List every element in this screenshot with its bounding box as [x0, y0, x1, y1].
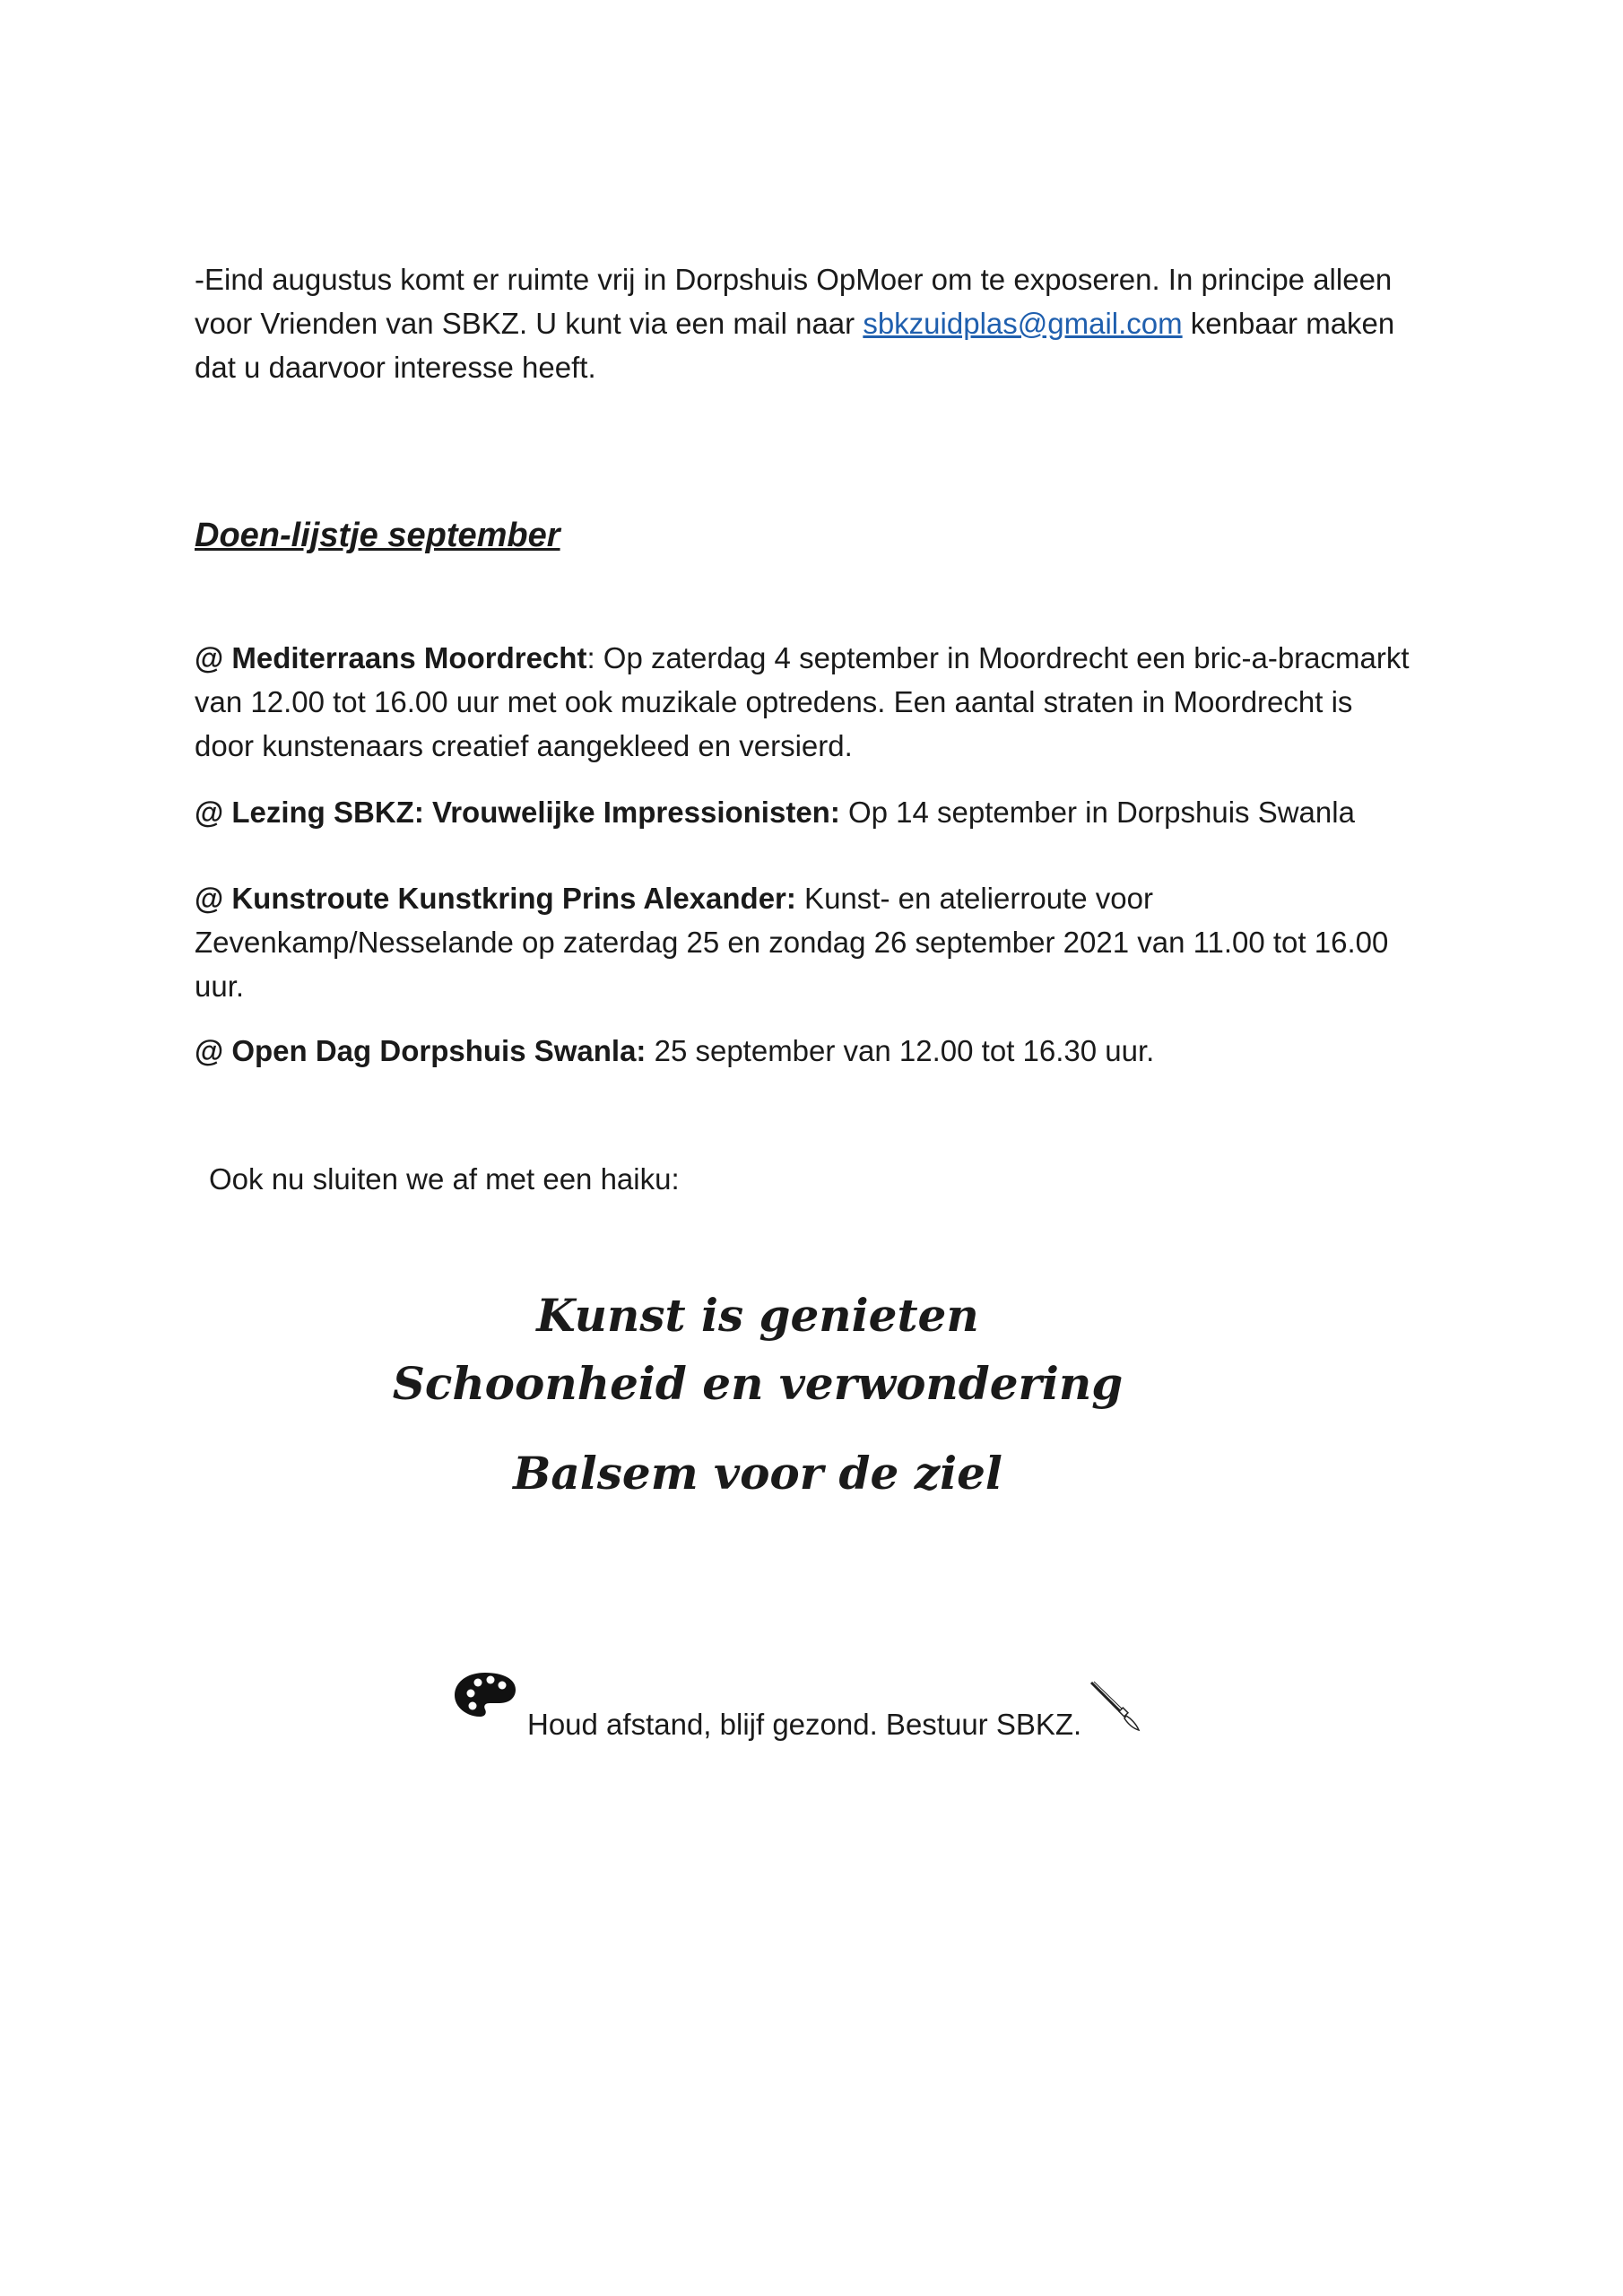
haiku-line-3: Balsem voor de ziel	[513, 1447, 1002, 1500]
footer-text: Houd afstand, blijf gezond. Bestuur SBKZ.	[527, 1708, 1082, 1741]
event-item-kunstroute	[195, 876, 1450, 1008]
event-title: @ Open Dag Dorpshuis Swanla:	[195, 1034, 647, 1067]
intro-line-3: dat u daarvoor interesse heeft.	[195, 351, 596, 384]
haiku-line-1: Kunst is genieten	[536, 1289, 979, 1342]
intro-paragraph	[195, 257, 1450, 389]
intro-line-2-after: kenbaar maken	[1182, 307, 1395, 340]
event-line-3: uur.	[195, 970, 245, 1003]
event-line-1: 25 september van 12.00 tot 16.30 uur.	[646, 1034, 1155, 1067]
intro-line-2-before: voor Vrienden van SBKZ. U kunt via een mail naar	[195, 307, 864, 340]
event-line-2: Zevenkamp/Nesselande op zaterdag 25 en zondag 26 september 2021 van 11.00 tot 16.00	[195, 926, 1389, 959]
haiku-line-2: Schoonheid en verwondering	[392, 1357, 1124, 1410]
event-line-2: van 12.00 tot 16.00 uur met ook muzikale optredens. Een aantal straten in Moordrecht is	[195, 685, 1353, 718]
event-line-3: door kunstenaars creatief aangekleed en versierd.	[195, 729, 853, 762]
event-line-1: : Op zaterdag 4 september in Moordrecht een bric-a-bracmarkt	[586, 641, 1410, 674]
section-heading: Doen-lijstje september	[195, 517, 560, 554]
event-item-moordrecht	[195, 636, 1450, 768]
event-item-lezing	[195, 790, 1450, 834]
event-line-1: Op 14 september in Dorpshuis Swanla	[839, 796, 1355, 829]
haiku-intro: Ook nu sluiten we af met een haiku:	[209, 1162, 680, 1196]
paintbrush-icon	[1088, 1679, 1141, 1733]
email-link[interactable]: sbkzuidplas@gmail.com	[863, 307, 1183, 340]
palette-icon	[453, 1670, 517, 1720]
event-title: @ Lezing SBKZ: Vrouwelijke Impressionisten:	[195, 796, 840, 829]
event-line-1: Kunst- en atelierroute voor	[795, 882, 1153, 915]
event-title: @ Kunstroute Kunstkring Prins Alexander:	[195, 882, 796, 915]
intro-line-1: -Eind augustus komt er ruimte vrij in Dorpshuis OpMoer om te exposeren. In principe alleen	[195, 263, 1393, 296]
event-title: @ Mediterraans Moordrecht	[195, 641, 587, 674]
event-item-open-dag	[195, 1029, 1450, 1073]
